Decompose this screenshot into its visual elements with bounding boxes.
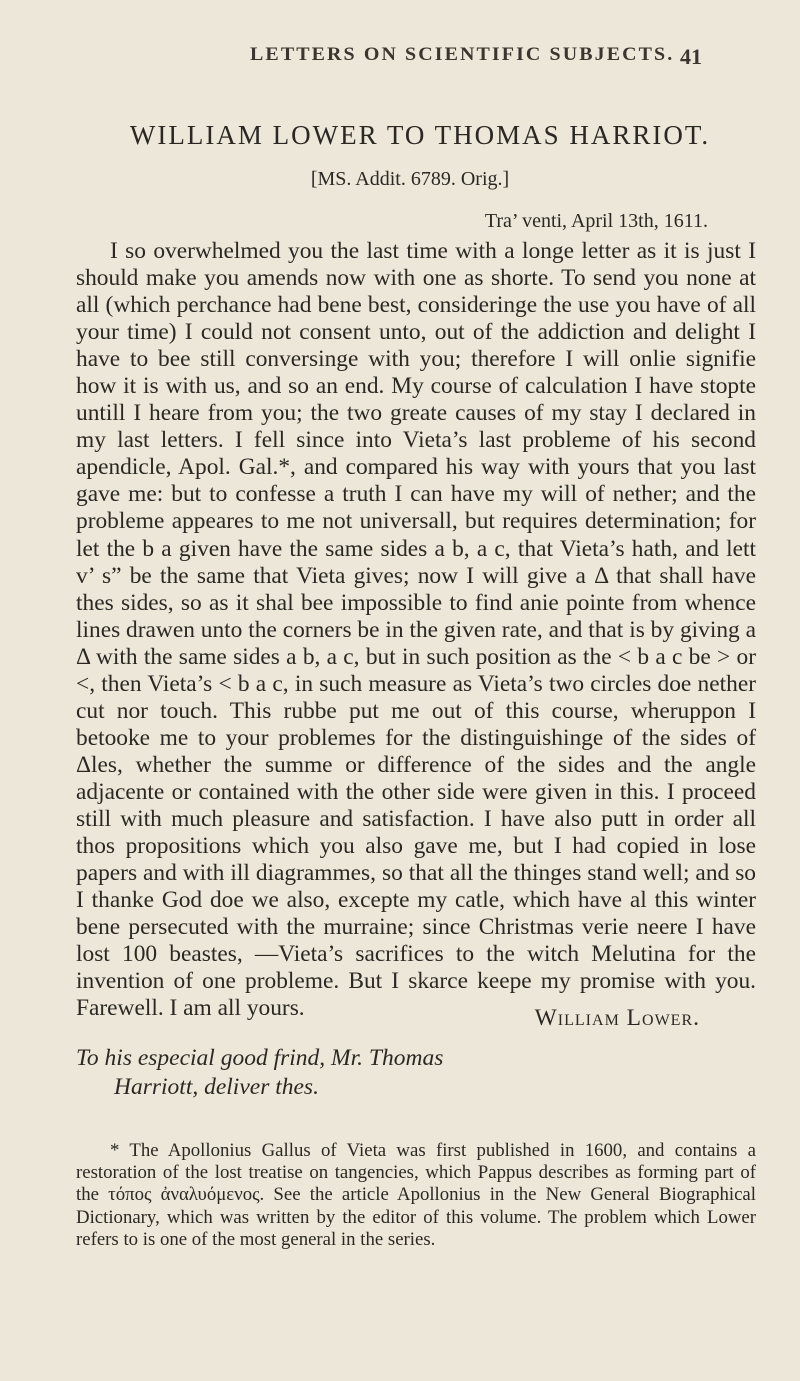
letter-title: WILLIAM LOWER TO THOMAS HARRIOT. [129,120,711,150]
running-head [0,44,800,74]
letter-date: Tra’ venti, April 13th, 1611. [484,210,708,232]
address [76,1044,756,1102]
manuscript-source: [MS. Addit. 6789. Orig.] [310,168,510,190]
footnote: * The Apollonius Gallus of Vieta was first published in 1600, and contains a restoration of the lost treatise on tangencies, which Pappus describes as forming part of the τόπος ἀναλυόμενος. See the article Apollonius in the New General Biographical Dictionary, which was written by the editor of this volume. The problem which Lower refers to is one of the most general in the series. [76,1140,756,1250]
running-head-title: LETTERS ON SCIENTIFIC SUBJECTS. [250,44,675,65]
signature: William Lower. [534,1005,700,1031]
address-line-2: Harriott, deliver thes. [114,1074,319,1100]
address-line-1: To his especial good frind, Mr. Thomas [76,1045,444,1071]
page-number: 41 [680,44,702,69]
letter-body: I so overwhelmed you the last time with a longe letter as it is just I should make you amends now with one as shorte. To send you none at all (which perchance had bene best, consideringe the use you have of all your time) I could not consent unto, out of the addiction and delight I have to bee still conversinge with you; therefore I will onlie signifie how it is with us, and so an end. My course of calculation I have stopte untill I heare from you; the two greate causes of my stay I declared in my last letters. I fell since into Vieta’s last probleme of his second apendicle, Apol. Gal.*, and compared his way with yours that you last gave me: but to confesse a truth I can have my will of nether; and the probleme appeares to me not universall, but requires determination; for let the b a given have the same sides a b, a c, that Vieta’s hath, and lett v’ s” be the same that Vieta gives; now I will give a Δ that shall have thes sides, so as it shal bee impossible to find anie pointe from whence lines drawen unto the corners be in the given rate, and that is by giving a Δ with the same sides a b, a c, but in such position as the < b a c be > or <, then Vieta’s < b a c, in such measure as Vieta’s two circles doe nether cut nor touch. This rubbe put me out of this course, wheruppon I betooke me to your problemes for the distinguishinge of the sides of Δles, whether the summe or difference of the sides and the angle adjacente or contained with the other side were given in this. I proceed still with much pleasure and satisfaction. I have also putt in order all thos propositions which you also gave me, but I had copied in lose papers and with ill diagrammes, so that all the thinges stand well; and so I thanke God doe we also, excepte my catle, which have al this winter bene persecuted with the murraine; since Christmas verie neere I have lost 100 beastes, —Vieta’s sacrifices to the witch Melutina for the invention of one probleme. But I skarce keepe my promise with you. Farewell. I am all yours. [76,238,756,1022]
